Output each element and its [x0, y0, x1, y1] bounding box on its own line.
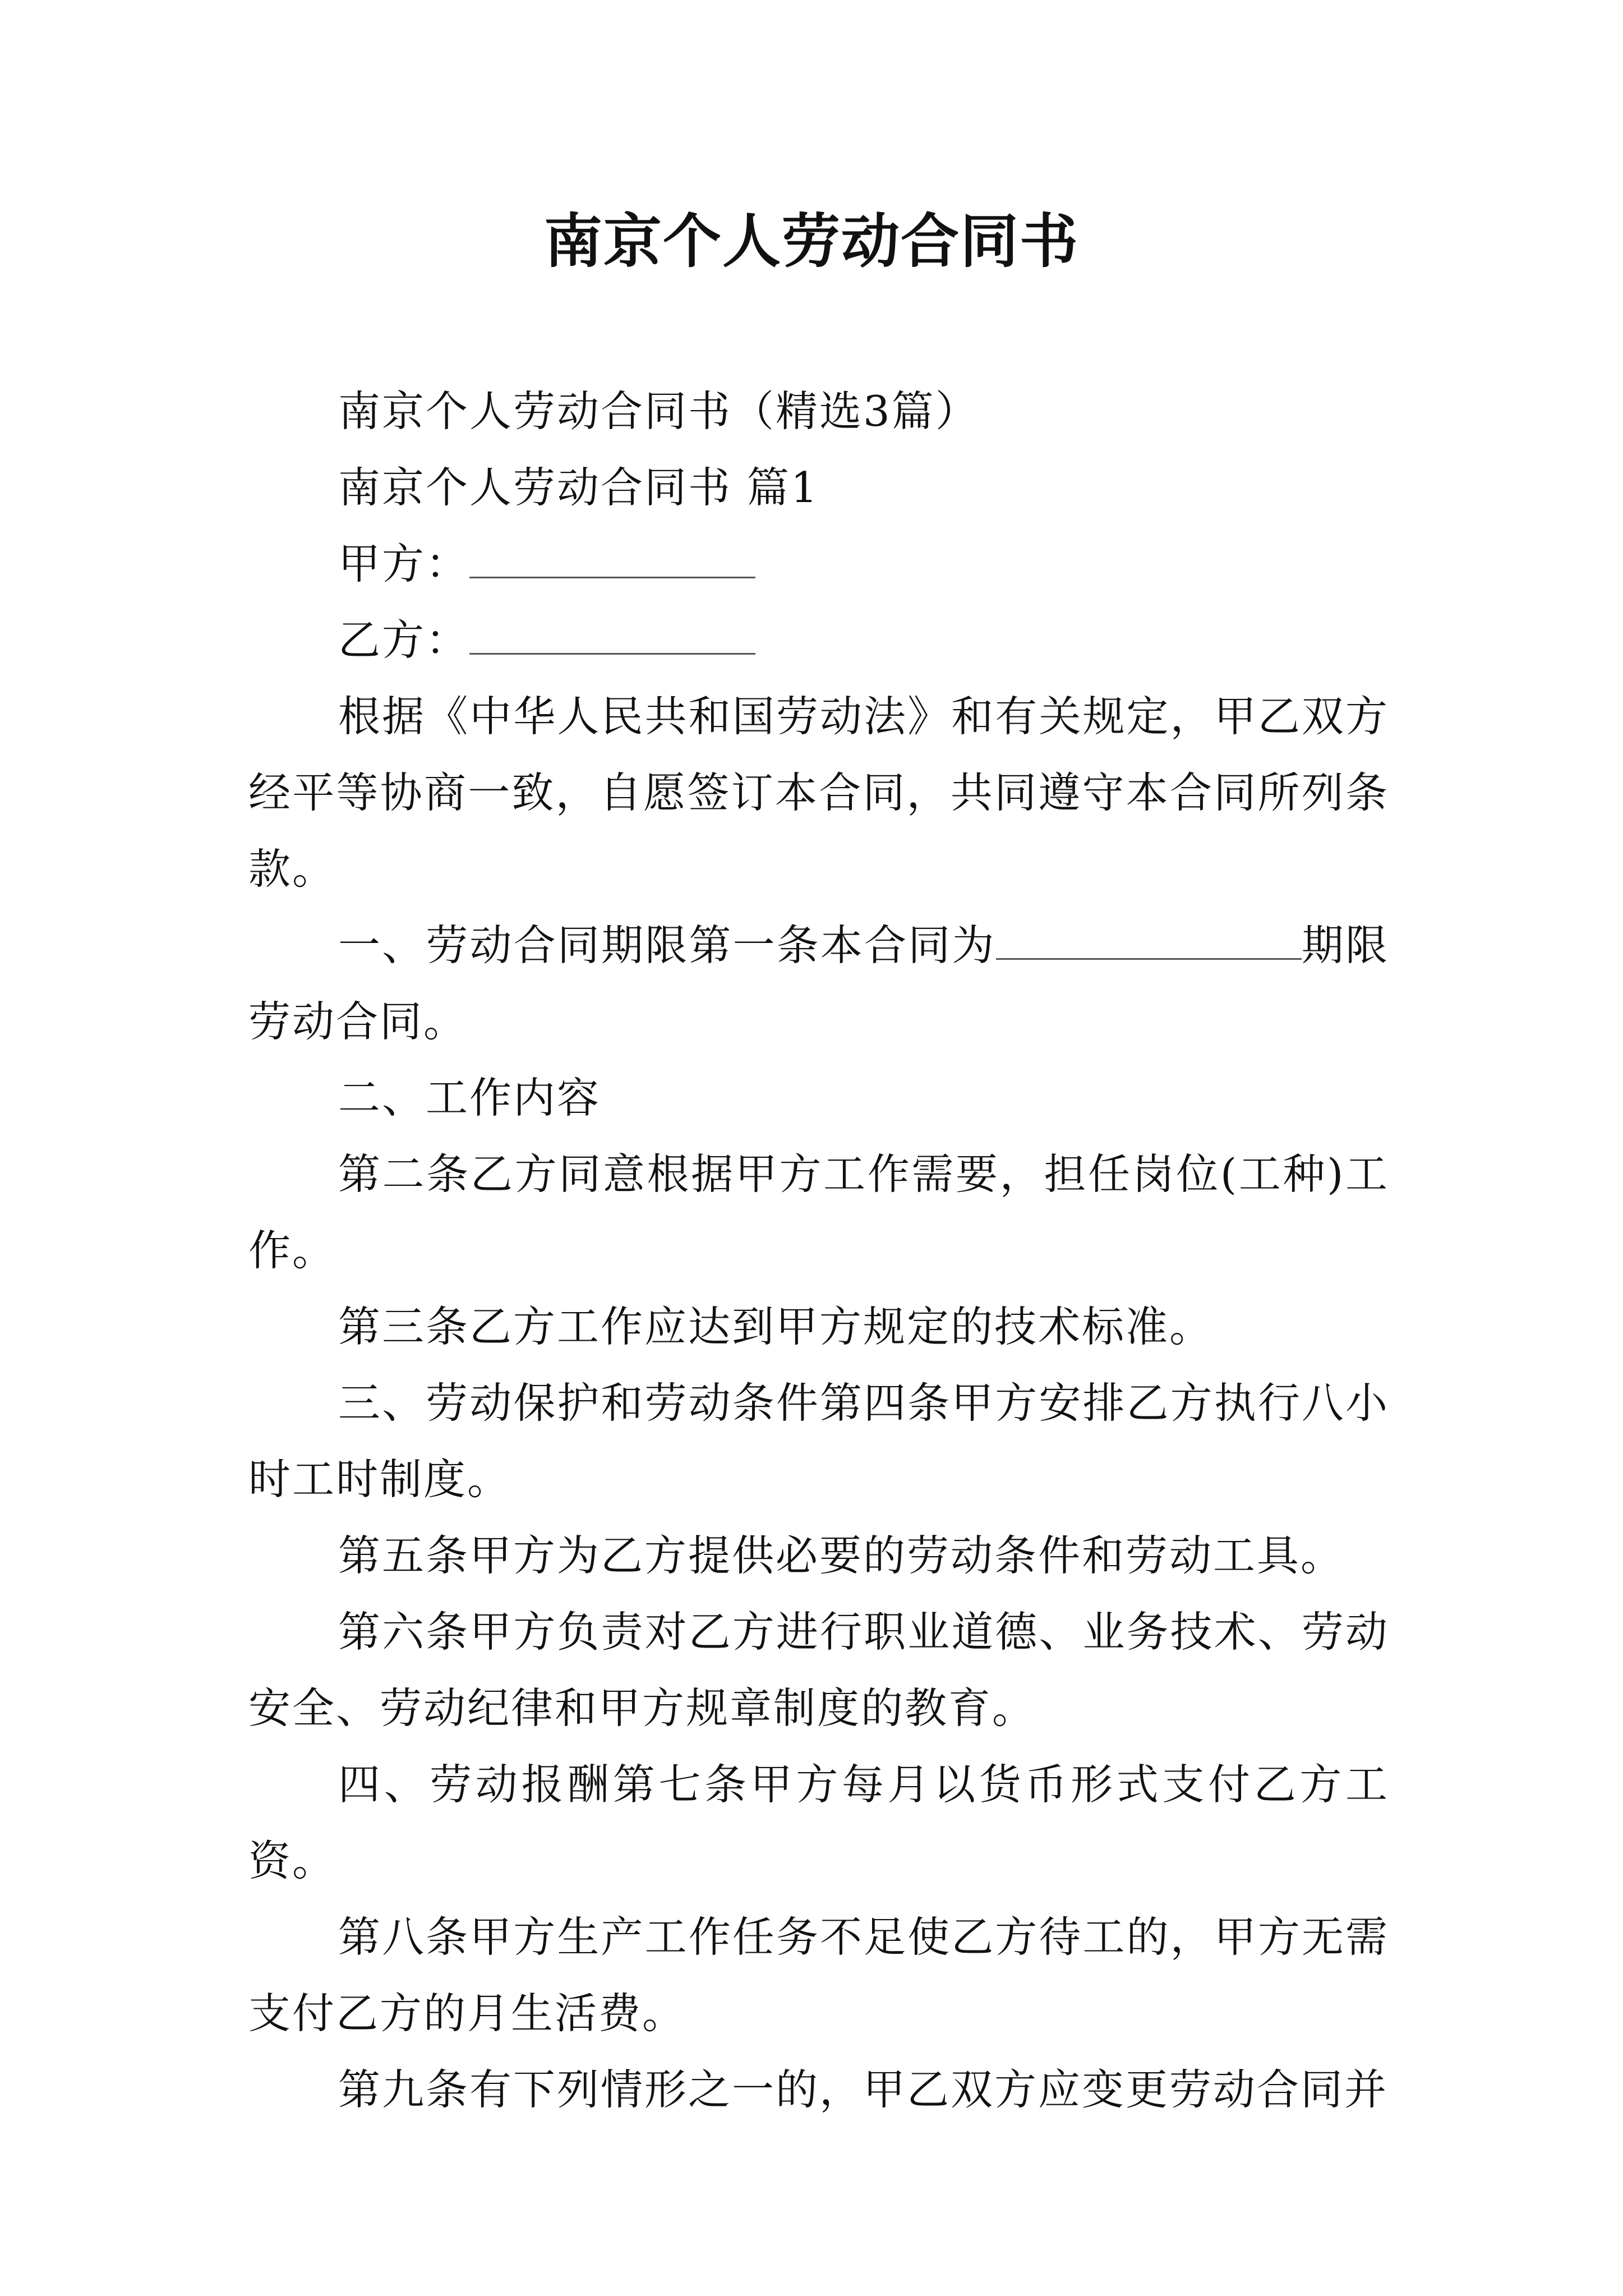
paragraph-party-b	[248, 602, 1389, 678]
paragraph-preamble: 根据《中华人民共和国劳动法》和有关规定，甲乙双方经平等协商一致，自愿签订本合同，共同遵守本合同所列条款。	[248, 692, 1389, 894]
paragraph-contract-term	[248, 907, 1389, 1060]
paragraph-article-2: 第二条乙方同意根据甲方工作需要，担任岗位(工种)工作。	[248, 1149, 1389, 1275]
contract-term-text-before: 一、劳动合同期限第一条本合同为	[338, 921, 996, 970]
paragraph-section-heading: 南京个人劳动合同书 篇1	[338, 463, 819, 512]
paragraph-article-8: 第八条甲方生产工作任务不足使乙方待工的，甲方无需支付乙方的月生活费。	[248, 1912, 1389, 2038]
party-a-label: 甲方：	[338, 539, 470, 588]
paragraph-party-a	[248, 526, 1389, 602]
paragraph-article-7: 四、劳动报酬第七条甲方每月以货币形式支付乙方工资。	[248, 1760, 1389, 1885]
paragraph-article-6: 第六条甲方负责对乙方进行职业道德、业务技术、劳动安全、劳动纪律和甲方规章制度的教育。	[248, 1607, 1389, 1733]
paragraph-article-3: 第三条乙方工作应达到甲方规定的技术标准。	[338, 1302, 1214, 1351]
party-a-blank	[469, 543, 755, 578]
contract-term-text-after: 期限劳动合同。	[248, 921, 1389, 1046]
paragraph-work-content-heading: 二、工作内容	[338, 1073, 601, 1122]
contract-term-blank	[996, 924, 1302, 960]
party-b-label: 乙方：	[338, 615, 470, 665]
document-body	[248, 373, 1389, 2128]
paragraph-subtitle: 南京个人劳动合同书（精选3篇）	[338, 386, 979, 436]
paragraph-article-5: 第五条甲方为乙方提供必要的劳动条件和劳动工具。	[338, 1531, 1345, 1580]
document-title: 南京个人劳动合同书	[543, 206, 1079, 275]
party-b-blank	[469, 619, 755, 655]
paragraph-article-9: 第九条有下列情形之一的，甲乙双方应变更劳动合同并	[338, 2065, 1389, 2114]
paragraph-article-4: 三、劳动保护和劳动条件第四条甲方安排乙方执行八小时工时制度。	[248, 1378, 1389, 1504]
